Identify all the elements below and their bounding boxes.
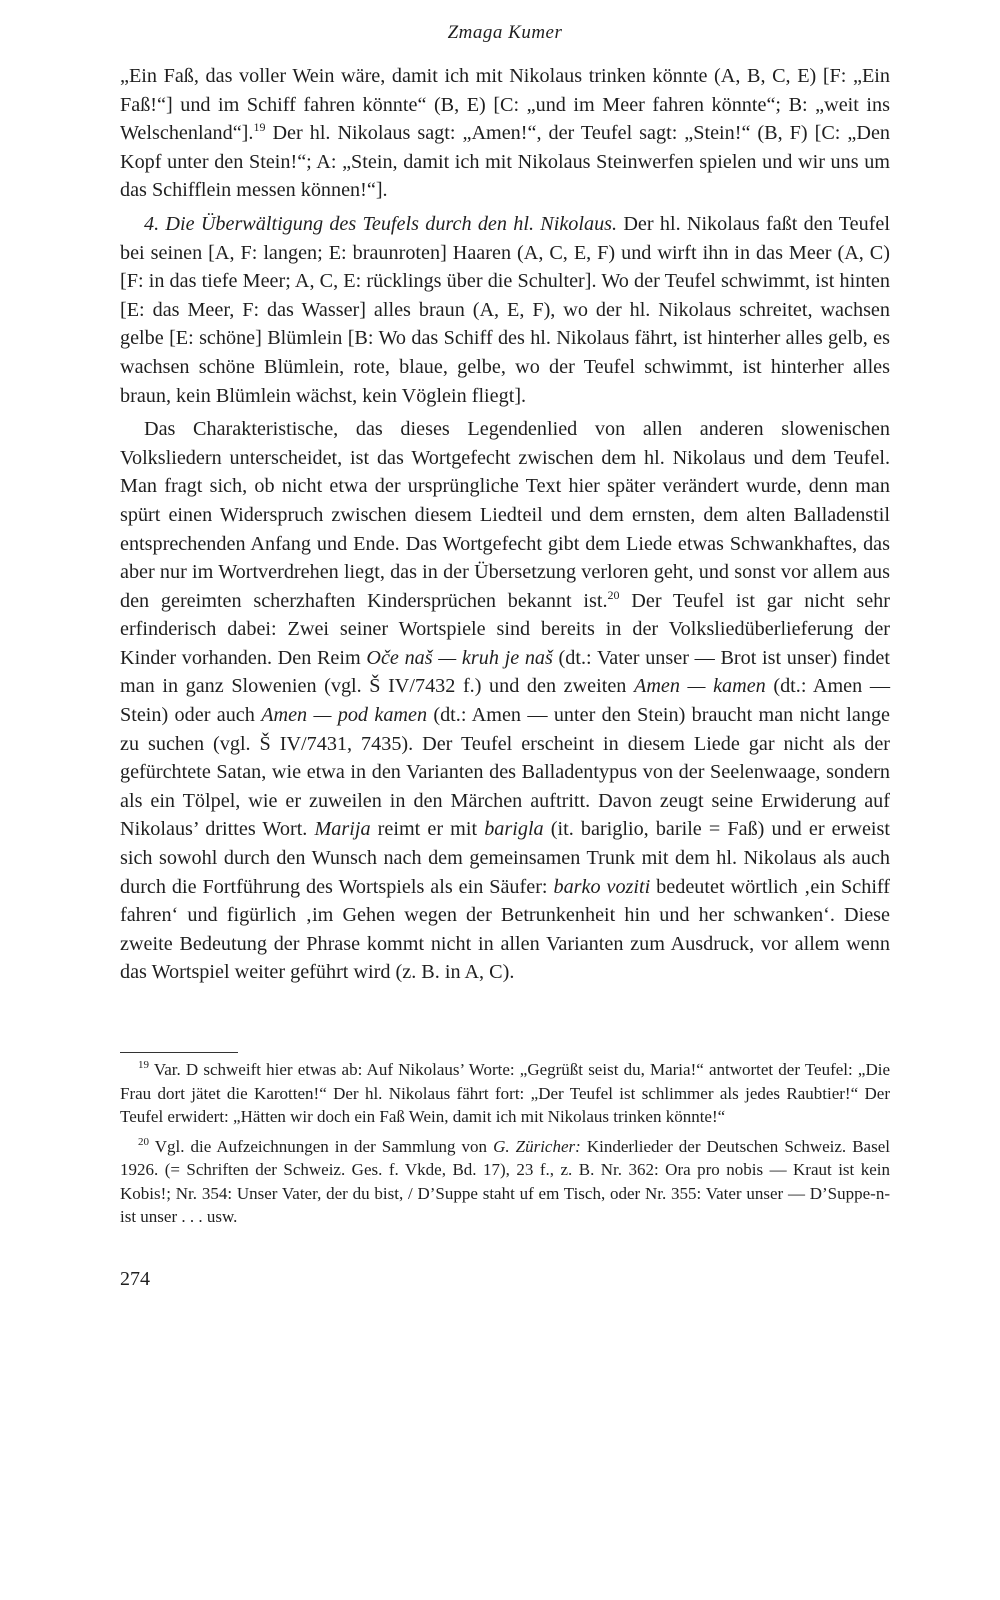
section-heading: 4. Die Überwältigung des Teufels durch den hl. Nikolaus. xyxy=(144,212,618,235)
footnotes xyxy=(120,1058,890,1235)
footnote-19: $^{19}$ Var. D schweift hier etwas ab: Auf Nikolaus’ Worte: „Gegrüßt seist du, Maria!“ antwortet der Teufel: „Die Frau dort jätet die Karotten!“ Der hl. Nikolaus fährt fort: „Der Teufel ist schlimmer als jedes Raubtier!“ Der Teufel erwidert: „Hätten wir doch ein Faß Wein, damit ich mit Nikolaus trinken könnte!“ xyxy=(120,1059,890,1126)
slovene-rhyme: Amen — kamen xyxy=(633,675,766,698)
main-text xyxy=(120,62,890,987)
slovene-term: barigla xyxy=(484,818,544,841)
slovene-rhyme: Oče naš — kruh je naš xyxy=(366,646,553,669)
footnote-20: $^{20}$ Vgl. die Aufzeichnungen in der Sammlung von G. Züricher: Kinderlieder der Deutschen Schweiz. Basel 1926. (= Schriften der Schweiz. Ges. f. Vkde, Bd. 17), 23 f., z. B. Nr. 362: Ora pro nobis — Kraut ist kein Kobis!; Nr. 354: Unser Vater, der du bist, / D’Suppe staht uf em Tisch, oder Nr. 355: Vater unser — D’Suppe-n-ist unser . . . usw. xyxy=(120,1135,890,1226)
footnote-marker: 19 xyxy=(138,1059,149,1071)
slovene-term: barko voziti xyxy=(553,875,651,898)
footnote-ref-19[interactable]: 19 xyxy=(253,120,266,135)
page-number: 274 xyxy=(120,1268,150,1290)
footnote-ref-20[interactable]: 20 xyxy=(607,587,620,602)
footnote-divider xyxy=(120,1052,238,1053)
cited-author: G. Züricher: xyxy=(493,1136,581,1156)
footnote-marker: 20 xyxy=(138,1135,149,1148)
running-head: Zmaga Kumer xyxy=(447,22,563,43)
slovene-rhyme: Amen — pod kamen xyxy=(261,704,428,727)
paragraph-1: „Ein Faß, das voller Wein wäre, damit ich mit Nikolaus trinken könnte (A, B, C, E) [F: „Ein Faß!“] und im Schiff fahren könnte“ (B, E) [C: „und im Meer fahren könnte“; B: „weit ins Welschenland“].$^{19}$ Der hl. Nikolaus sagt: „Amen!“, der Teufel sagt: „Stein!“ (B, F) [C: „Den Kopf unter den Stein!“; A: „Stein, damit ich mit Nikolaus Steinwerfen spielen und wir uns um das Schifflein messen können!“]. xyxy=(120,65,890,202)
slovene-term: Marija xyxy=(314,818,371,841)
paragraph-2: 4. Die Überwältigung des Teufels durch den hl. Nikolaus. Der hl. Nikolaus faßt den Teufel bei seinen [A, F: langen; E: braunroten] Haaren (A, C, E, F) und wirft ihn in das Meer (A, C) [F: in das tiefe Meer; A, C, E: rücklings über die Schulter]. Wo der Teufel schwimmt, ist hinten [E: das Meer, F: das Wasser] alles braun (A, E, F), wo der hl. Nikolaus schreitet, wachsen gelbe [E: schöne] Blümlein [B: Wo das Schiff des hl. Nikolaus fährt, ist hinterher alles gelb, es wachsen schöne Blümlein, rote, blaue, gelbe, wo der Teufel schwimmt, ist hinterher alles braun, kein Blümlein wächst, kein Vöglein fliegt]. xyxy=(120,212,890,407)
paragraph-3: Das Charakteristische, das dieses Legendenlied von allen anderen slowenischen Volksliedern unterscheidet, ist das Wortgefecht zwischen dem hl. Nikolaus und dem Teufel. Man fragt sich, ob nicht etwa der ursprüngliche Text hier später verändert wurde, denn man spürt einen Widerspruch zwischen diesem Liedteil und dem ernsten, dem alten Balladenstil entsprechenden Anfang und Ende. Das Wortgefecht gibt dem Liede etwas Schwankhaftes, das aber nur im Wortverdrehen liegt, das in der Übersetzung verloren geht, und sonst vor allem aus den gereimten scherzhaften Kindersprüchen bekannt ist.$^{20}$ Der Teufel ist gar nicht sehr erfinderisch dabei: Zwei seiner Wortspiele sind bereits in der Volksliedüberlieferung der Kinder vorhanden. Den Reim Oče naš — kruh je naš (dt.: Vater unser — Brot ist unser) findet man in ganz Slowenien (vgl. Š IV/7432 f.) und den zweiten Amen — kamen (dt.: Amen — Stein) oder auch Amen — pod kamen (dt.: Amen — unter den Stein) braucht man nicht lange zu suchen (vgl. Š IV/7431, 7435). Der Teufel erscheint in diesem Liede gar nicht als der gefürchtete Satan, wie etwa in den Varianten des Balladentypus von der Seelenwaage, sondern als ein Tölpel, wie er zuweilen in den Märchen auftritt. Davon zeugt seine Erwiderung auf Nikolaus’ drittes Wort. Marija reimt er mit barigla (it. bariglio, barile = Faß) und er erweist sich sowohl durch den Wunsch nach dem gemeinsamen Trunk mit dem hl. Nikolaus als auch durch die Fortführung des Wortspiels als ein Säufer: barko voziti bedeutet wörtlich ‚ein Schiff fahren‘ und figürlich ‚im Gehen wegen der Betrunkenheit hin und her schwanken‘. Diese zweite Bedeutung der Phrase kommt nicht in allen Varianten zum Ausdruck, vor allem wenn das Wortspiel weiter geführt wird (z. B. in A, C). xyxy=(120,418,891,984)
